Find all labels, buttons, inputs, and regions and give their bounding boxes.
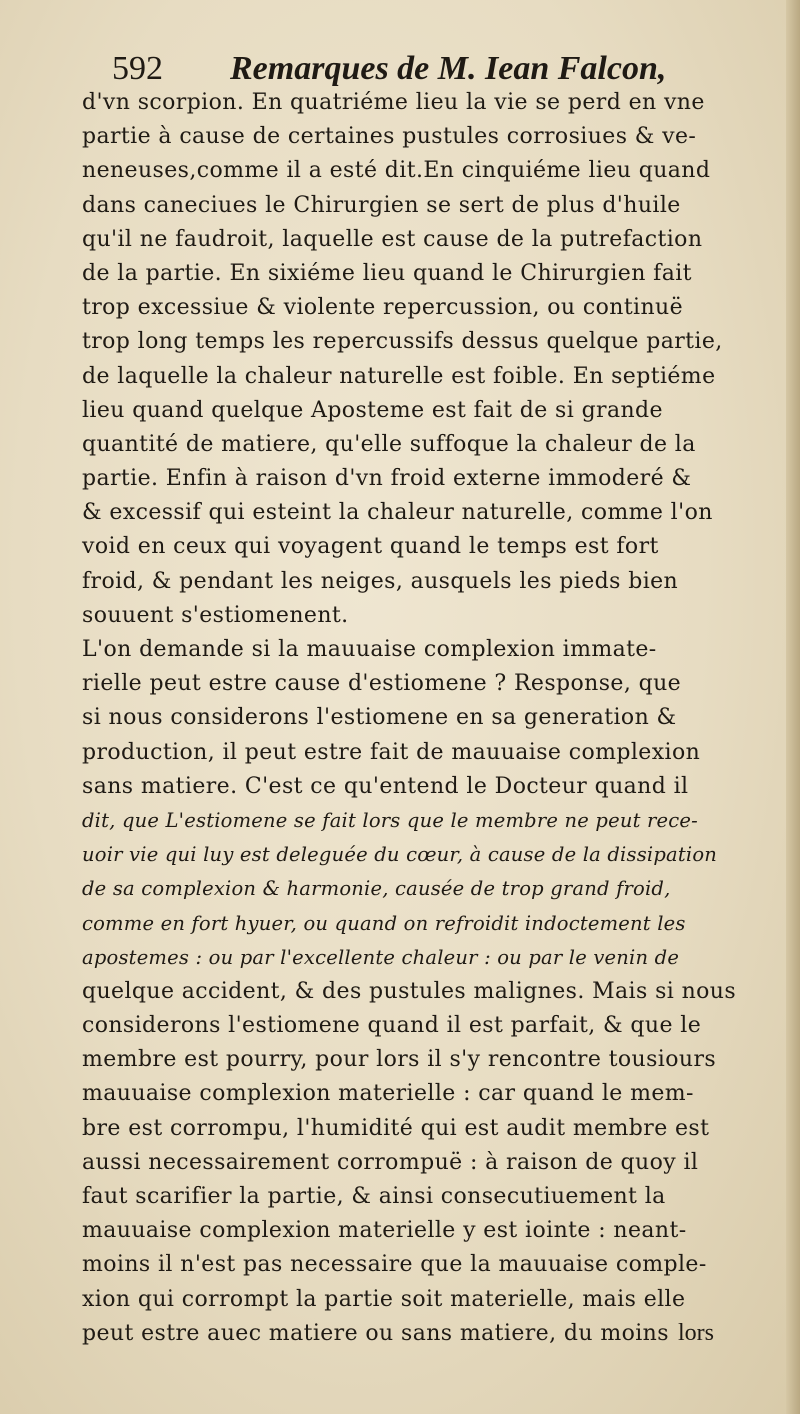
text-line: si nous considerons l'estiomene en sa generation & <box>82 705 677 731</box>
text-line: production, il peut estre fait de mauuaise complexion <box>82 739 701 765</box>
text-line: peut estre auec matiere ou sans matiere, du moins <box>82 1320 669 1346</box>
text-line: bre est corrompu, l'humidité qui est audit membre est <box>82 1115 710 1141</box>
text-line: trop excessiue & violente repercussion, ou continuë <box>82 295 684 321</box>
text-line: d'vn scorpion. En quatriéme lieu la vie se perd en vne <box>82 90 705 115</box>
text-line: & excessif qui esteint la chaleur naturelle, comme l'on <box>82 500 713 526</box>
text-line: quantité de matiere, qu'elle suffoque la chaleur de la <box>82 431 696 457</box>
text-line: considerons l'estiomene quand il est parfait, & que le <box>82 1013 702 1039</box>
text-line: lieu quand quelque Aposteme est fait de si grande <box>82 397 663 423</box>
running-title: Remarques de M. Iean Falcon, <box>230 50 667 87</box>
text-line: aussi necessairement corrompuë : à raison de quoy il <box>82 1149 699 1175</box>
text-line: quelque accident, & des pustules malignes. Mais si nous <box>82 978 737 1004</box>
text-line: qu'il ne faudroit, laquelle est cause de la putrefaction <box>82 226 703 252</box>
text-line: neneuses,comme il a esté dit.En cinquiéme lieu quand <box>82 158 711 184</box>
body-text <box>82 86 772 1351</box>
text-line: partie. Enfin à raison d'vn froid externe immoderé & <box>82 466 692 492</box>
text-line: dit, que L'estiomene se fait lors que le membre ne peut rece- <box>82 808 698 832</box>
text-line: xion qui corrompt la partie soit materielle, mais elle <box>82 1286 686 1312</box>
page-edge-shadow <box>786 0 800 1414</box>
text-line: faut scarifier la partie, & ainsi consecutiuement la <box>82 1184 666 1209</box>
text-line: L'on demande si la mauuaise complexion immate- <box>82 637 657 662</box>
text-line: partie à cause de certaines pustules corrosiues & ve- <box>82 124 697 150</box>
text-line: void en ceux qui voyagent quand le temps est fort <box>82 534 659 560</box>
text-line: mauuaise complexion materielle y est iointe : neant- <box>82 1218 687 1244</box>
text-line: de la partie. En sixiéme lieu quand le Chirurgien fait <box>82 260 692 286</box>
text-line: mauuaise complexion materielle : car quand le mem- <box>82 1081 694 1107</box>
catchword: lors <box>678 1320 714 1346</box>
text-line: dans caneciues le Chirurgien se sert de plus d'huile <box>82 192 681 218</box>
text-line: membre est pourry, pour lors il s'y rencontre tousiours <box>82 1047 717 1073</box>
text-line: froid, & pendant les neiges, ausquels les pieds bien <box>82 568 679 594</box>
text-line: rielle peut estre cause d'estiomene ? Response, que <box>82 671 682 697</box>
text-line: moins il n'est pas necessaire que la mauuaise comple- <box>82 1252 707 1278</box>
text-line: de laquelle la chaleur naturelle est foible. En septiéme <box>82 363 716 389</box>
text-line: uoir vie qui luy est deleguée du cœur, à cause de la dissipation <box>82 843 718 867</box>
text-line: comme en fort hyuer, ou quand on refroidit indoctement les <box>82 911 686 935</box>
text-line: trop long temps les repercussifs dessus quelque partie, <box>82 329 723 355</box>
page-number: 592 <box>112 50 163 87</box>
text-line: apostemes : ou par l'excellente chaleur : ou par le venin de <box>82 945 680 969</box>
text-line: souuent s'estiomenent. <box>82 602 349 628</box>
text-line: sans matiere. C'est ce qu'entend le Docteur quand il <box>82 773 689 799</box>
text-line: de sa complexion & harmonie, causée de trop grand froid, <box>82 877 671 901</box>
